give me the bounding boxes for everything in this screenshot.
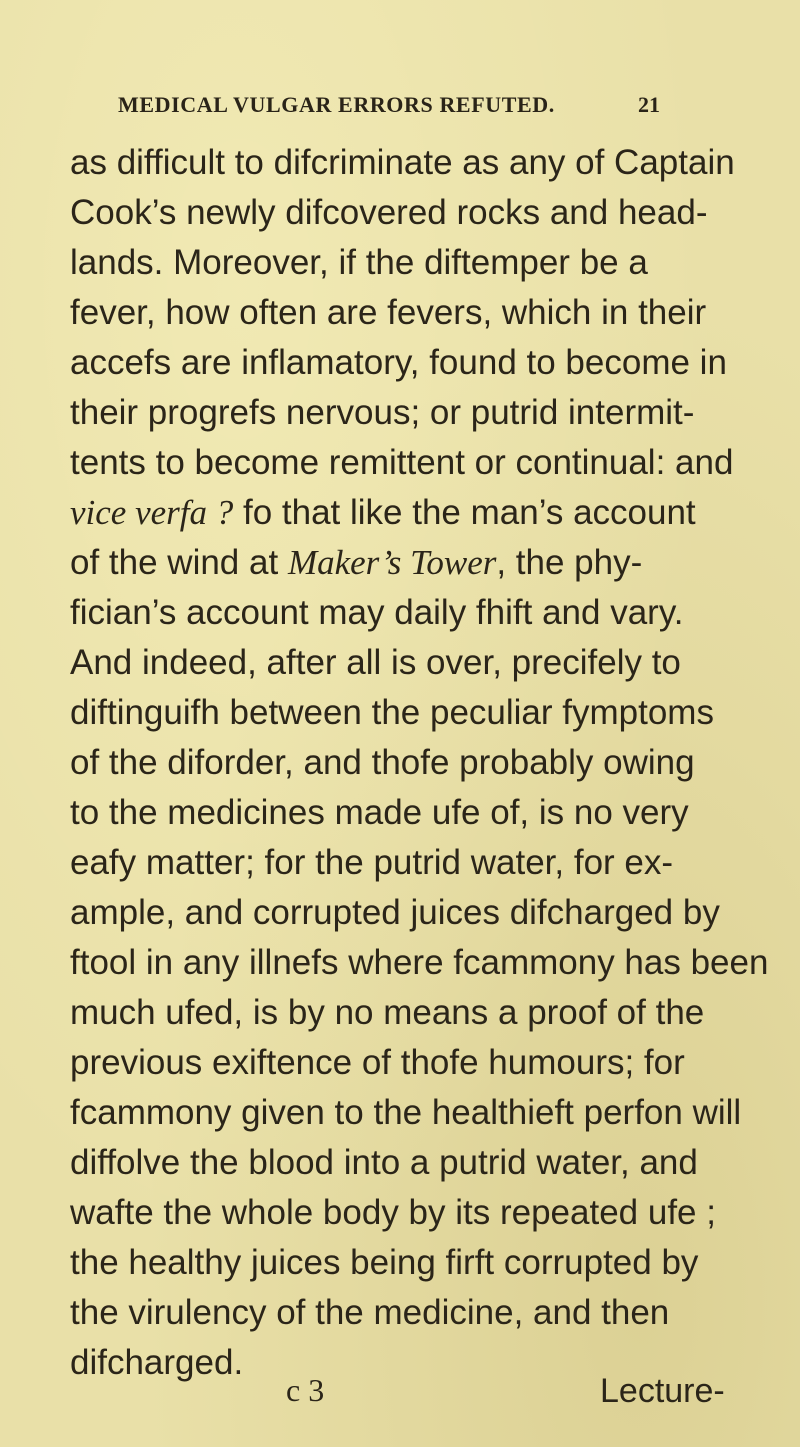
text-line-21: diffolve the blood into a putrid water, and [70, 1143, 698, 1182]
text-line-6: their progrefs nervous; or putrid intermit- [70, 393, 695, 432]
text-line-4: fever, how often are fevers, which in their [70, 293, 707, 332]
text-line-7: tents to become remittent or continual: and [70, 443, 734, 482]
text-line-1: as difficult to difcriminate as any of Captain [70, 143, 735, 182]
text-line-19: previous exiftence of thofe humours; for [70, 1043, 685, 1082]
text-line-13: of the diforder, and thofe probably owing [70, 743, 695, 782]
text-line-2: Cook’s newly difcovered rocks and head- [70, 193, 708, 232]
text-line-24: the virulency of the medicine, and then [70, 1293, 670, 1332]
text-line-16: ample, and corrupted juices difcharged by [70, 893, 720, 932]
text-line-18: much ufed, is by no means a proof of the [70, 993, 705, 1032]
text-line-20: fcammony given to the healthieft perfon will [70, 1093, 742, 1132]
text-line-10: fician’s account may daily fhift and vary. [70, 593, 684, 632]
text-line-8-rest: fo that like the man’s account [233, 493, 696, 532]
text-line-17: ftool in any illnefs where fcammony has been [70, 943, 769, 982]
text-line-9-rest: , the phy- [496, 543, 643, 582]
text-line-25: difcharged. [70, 1343, 244, 1382]
signature-mark: c 3 [286, 1372, 325, 1408]
page-footer [0, 1372, 800, 1420]
italic-phrase: vice verfa ? [70, 493, 234, 532]
text-line-5: accefs are inflamatory, found to become in [70, 343, 727, 382]
text-line-22: wafte the whole body by its repeated ufe ; [70, 1193, 716, 1232]
italic-phrase: Maker’s Tower [287, 543, 497, 582]
text-line-9-start: of the wind at [70, 543, 279, 582]
text-line-15: eafy matter; for the putrid water, for ex- [70, 843, 674, 882]
catchword: Lecture- [600, 1372, 725, 1410]
text-line-11: And indeed, after all is over, precifely to [70, 643, 681, 682]
text-line-12: diftinguifh between the peculiar fymptoms [70, 693, 714, 732]
text-line-9 [70, 538, 642, 588]
running-head [0, 92, 800, 122]
page-number: 21 [638, 92, 660, 117]
text-line-14: to the medicines made ufe of, is no very [70, 793, 689, 832]
text-line-3: lands. Moreover, if the diftemper be a [70, 243, 648, 282]
running-title: MEDICAL VULGAR ERRORS REFUTED. [118, 92, 555, 117]
text-line-8 [70, 488, 696, 538]
text-line-23: the healthy juices being firft corrupted by [70, 1243, 699, 1282]
